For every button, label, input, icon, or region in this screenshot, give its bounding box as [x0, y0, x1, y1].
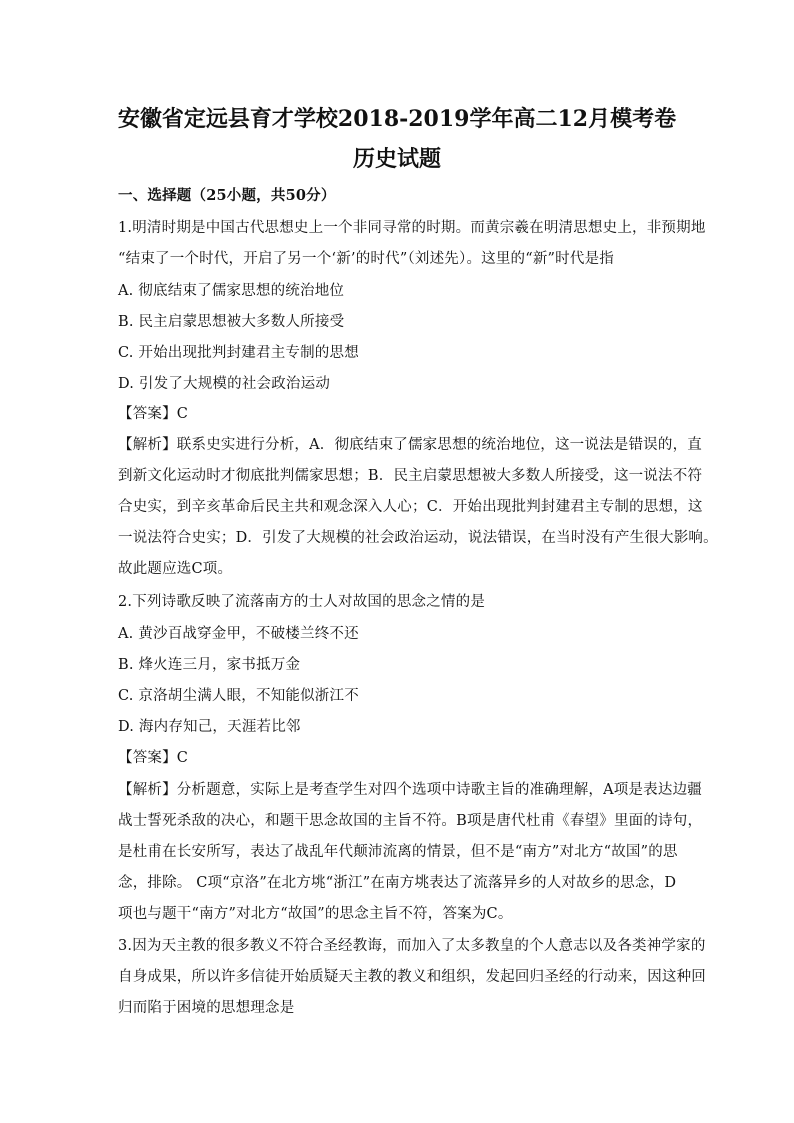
- q1-answer: 【答案】C: [118, 406, 189, 422]
- q1-option-d: D. 引发了大规模的社会政治运动: [118, 376, 331, 392]
- q1-stem-line-1: 1.明清时期是中国古代思想史上一个非同寻常的时期。而黄宗羲在明清思想史上，非预期地: [118, 220, 706, 236]
- q1-analysis-line-1: 【解析】联系史实进行分析，A．彻底结束了儒家思想的统治地位，这一说法是错误的，直: [118, 437, 702, 453]
- q2-analysis-line-5: 项也与题干“南方”对北方“故国”的思念主旨不符，答案为C。: [118, 906, 513, 922]
- q1-analysis-line-4: 一说法符合史实；D．引发了大规模的社会政治运动，说法错误，在当时没有产生很大影响。: [118, 530, 718, 546]
- q1-option-a: A. 彻底结束了儒家思想的统治地位: [118, 283, 345, 299]
- q2-option-c: C. 京洛胡尘满人眼，不知能似浙江不: [118, 688, 359, 704]
- q2-analysis-line-1: 【解析】分析题意，实际上是考查学生对四个选项中诗歌主旨的准确理解，A项是表达边疆: [118, 782, 702, 798]
- q1-analysis-line-3: 合史实，到辛亥革命后民主共和观念深入人心；C．开始出现批判封建君主专制的思想，这: [118, 499, 703, 515]
- q2-option-a: A. 黄沙百战穿金甲，不破楼兰终不还: [118, 626, 359, 642]
- q3-stem-line-3: 归而陷于困境的思想理念是: [118, 1000, 295, 1016]
- page-title: 安徽省定远县育才学校2018-2019学年高二12月模考卷: [117, 106, 677, 132]
- q3-stem-line-2: 自身成果，所以许多信徒开始质疑天主教的教义和组织，发起回归圣经的行动来，因这种回: [118, 969, 706, 985]
- page-subtitle: 历史试题: [352, 146, 441, 172]
- q2-stem: 2.下列诗歌反映了流落南方的士人对故国的思念之情的是: [118, 594, 486, 610]
- q2-option-d: D. 海内存知己，天涯若比邻: [118, 719, 301, 735]
- q2-analysis-line-2: 战士誓死杀敌的决心，和题干思念故国的主旨不符。B项是唐代杜甫《春望》里面的诗句，: [118, 813, 703, 829]
- q1-stem-line-2: “结束了一个时代，开启了另一个‘新’的时代”（刘述先）。这里的“新”时代是指: [118, 251, 614, 267]
- q1-analysis-line-2: 到新文化运动时才彻底批判儒家思想；B．民主启蒙思想被大多数人所接受，这一说法不符: [118, 468, 703, 484]
- q1-option-c: C. 开始出现批判封建君主专制的思想: [118, 345, 359, 361]
- q2-analysis-line-3: 是杜甫在长安所写，表达了战乱年代颠沛流离的情景，但不是“南方”对北方“故国”的思: [118, 844, 678, 860]
- q3-stem-line-1: 3.因为天主教的很多教义不符合圣经教诲，而加入了太多教皇的个人意志以及各类神学家的: [118, 938, 706, 954]
- q2-option-b: B. 烽火连三月，家书抵万金: [118, 657, 301, 673]
- q2-answer: 【答案】C: [118, 750, 189, 766]
- q1-option-b: B. 民主启蒙思想被大多数人所接受: [118, 314, 345, 330]
- q2-analysis-line-4: 念，排除。 C项“京洛”在北方垗“浙江”在南方垗表达了流落异乡的人对故乡的思念，D: [118, 875, 677, 891]
- section-heading: 一、选择题（25小题，共50分）: [118, 187, 336, 204]
- q1-analysis-line-5: 故此题应选C项。: [118, 561, 233, 577]
